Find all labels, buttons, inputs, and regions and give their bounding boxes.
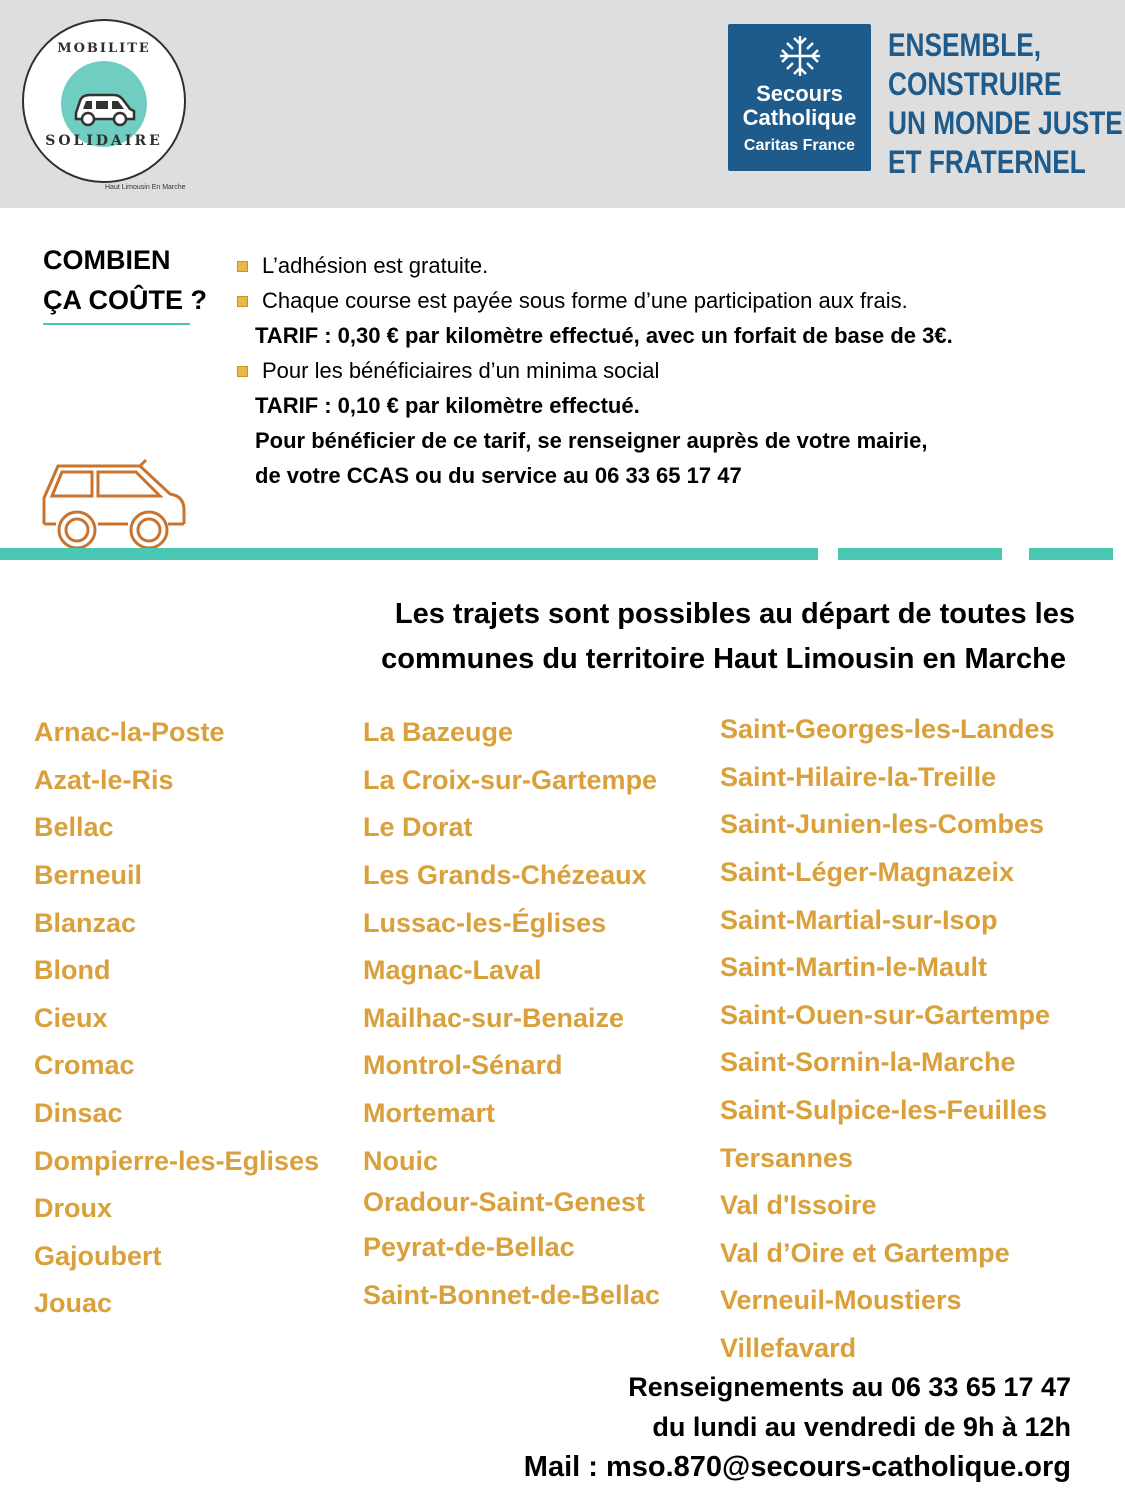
commune: Blanzac: [34, 908, 137, 938]
commune: Saint-Sornin-la-Marche: [720, 1047, 1016, 1077]
commune: Nouic: [363, 1146, 439, 1176]
commune: Cieux: [34, 1003, 108, 1033]
commune: Lussac-les-Églises: [363, 908, 607, 938]
commune: Saint-Ouen-sur-Gartempe: [720, 1000, 1051, 1030]
commune: Saint-Léger-Magnazeix: [720, 857, 1015, 887]
divider-segment: [1029, 548, 1113, 560]
sc-line-1: Secours: [756, 81, 843, 106]
commune: Le Dorat: [363, 812, 473, 842]
commune: Val d’Oire et Gartempe: [720, 1238, 1010, 1268]
commune: Mortemart: [363, 1098, 496, 1128]
contact-hours: du lundi au vendredi de 9h à 12h: [652, 1412, 1071, 1442]
logo-top-text: MOBILITE: [57, 41, 151, 56]
commune: Berneuil: [34, 860, 143, 890]
price-question-line: ÇA COÛTE ?: [43, 285, 207, 315]
logo-bottom-text: SOLIDAIRE: [45, 133, 163, 149]
commune: Saint-Martial-sur-Isop: [720, 905, 998, 935]
secours-cross-icon: [776, 32, 824, 80]
commune: Dompierre-les-Eglises: [34, 1146, 320, 1176]
commune: Droux: [34, 1193, 113, 1223]
commune: Oradour-Saint-Genest: [363, 1187, 646, 1217]
price-question-line: COMBIEN: [43, 245, 171, 275]
commune: Peyrat-de-Bellac: [363, 1232, 575, 1262]
trajets-heading-line: communes du territoire Haut Limousin en Marche: [381, 643, 1066, 675]
sc-line-2: Catholique: [742, 105, 857, 130]
bullet-icon: [237, 261, 248, 272]
commune: Montrol-Sénard: [363, 1050, 563, 1080]
bullet-icon: [237, 366, 248, 377]
commune: La Bazeuge: [363, 717, 514, 747]
logo-car-icon: [68, 81, 140, 131]
tarif-note: de votre CCAS ou du service au 06 33 65 17 47: [255, 463, 742, 488]
slogan-line: ET FRATERNEL: [888, 144, 1086, 180]
commune: Arnac-la-Poste: [34, 717, 225, 747]
logo-caption: Haut Limousin En Marche: [105, 184, 186, 191]
commune: Mailhac-sur-Benaize: [363, 1003, 625, 1033]
divider-segment: [0, 548, 818, 560]
bullet-icon: [237, 296, 248, 307]
commune: Cromac: [34, 1050, 135, 1080]
commune: Azat-le-Ris: [34, 765, 174, 795]
commune: Bellac: [34, 812, 114, 842]
price-question: [43, 240, 207, 320]
commune: Jouac: [34, 1288, 113, 1318]
commune: Gajoubert: [34, 1241, 162, 1271]
secours-catholique-logo: [728, 24, 871, 171]
pricing-item-text: L’adhésion est gratuite.: [262, 253, 489, 278]
commune: Dinsac: [34, 1098, 123, 1128]
mobilite-solidaire-logo: [22, 19, 186, 183]
tarif-social: TARIF : 0,10 € par kilomètre effectué.: [255, 393, 640, 418]
slogan-line: ENSEMBLE,: [888, 27, 1042, 63]
commune: Val d'Issoire: [720, 1190, 877, 1220]
pricing-item-text: Chaque course est payée sous forme d’une participation aux frais.: [262, 288, 908, 313]
pricing-item-text: Pour les bénéficiaires d’un minima social: [262, 358, 660, 383]
contact-phone: Renseignements au 06 33 65 17 47: [628, 1372, 1071, 1402]
car-icon: [40, 458, 188, 554]
sc-line-3: Caritas France: [743, 137, 856, 154]
commune: Saint-Sulpice-les-Feuilles: [720, 1095, 1048, 1125]
header-band: [0, 0, 1125, 208]
slogan: [888, 26, 1123, 182]
slogan-line: UN MONDE JUSTE: [888, 105, 1123, 141]
commune: Villefavard: [720, 1333, 857, 1363]
trajets-heading-line: Les trajets sont possibles au départ de toutes les: [394, 598, 1075, 630]
commune: Saint-Bonnet-de-Bellac: [363, 1280, 661, 1310]
commune: Saint-Georges-les-Landes: [720, 714, 1055, 744]
commune: La Croix-sur-Gartempe: [363, 765, 658, 795]
contact-email[interactable]: Mail : mso.870@secours-catholique.org: [523, 1451, 1071, 1483]
slogan-line: CONSTRUIRE: [888, 66, 1062, 102]
commune: Saint-Hilaire-la-Treille: [720, 762, 997, 792]
commune: Magnac-Laval: [363, 955, 542, 985]
commune: Tersannes: [720, 1143, 854, 1173]
tarif-standard: TARIF : 0,30 € par kilomètre effectué, avec un forfait de base de 3€.: [255, 323, 953, 348]
divider-segment: [838, 548, 1002, 560]
tarif-note: Pour bénéficier de ce tarif, se renseigner auprès de votre mairie,: [255, 428, 928, 453]
commune: Blond: [34, 955, 111, 985]
commune: Verneuil-Moustiers: [720, 1285, 962, 1315]
commune: Saint-Junien-les-Combes: [720, 809, 1045, 839]
question-underline: [43, 323, 190, 325]
commune: Les Grands-Chézeaux: [363, 860, 647, 890]
commune: Saint-Martin-le-Mault: [720, 952, 987, 982]
